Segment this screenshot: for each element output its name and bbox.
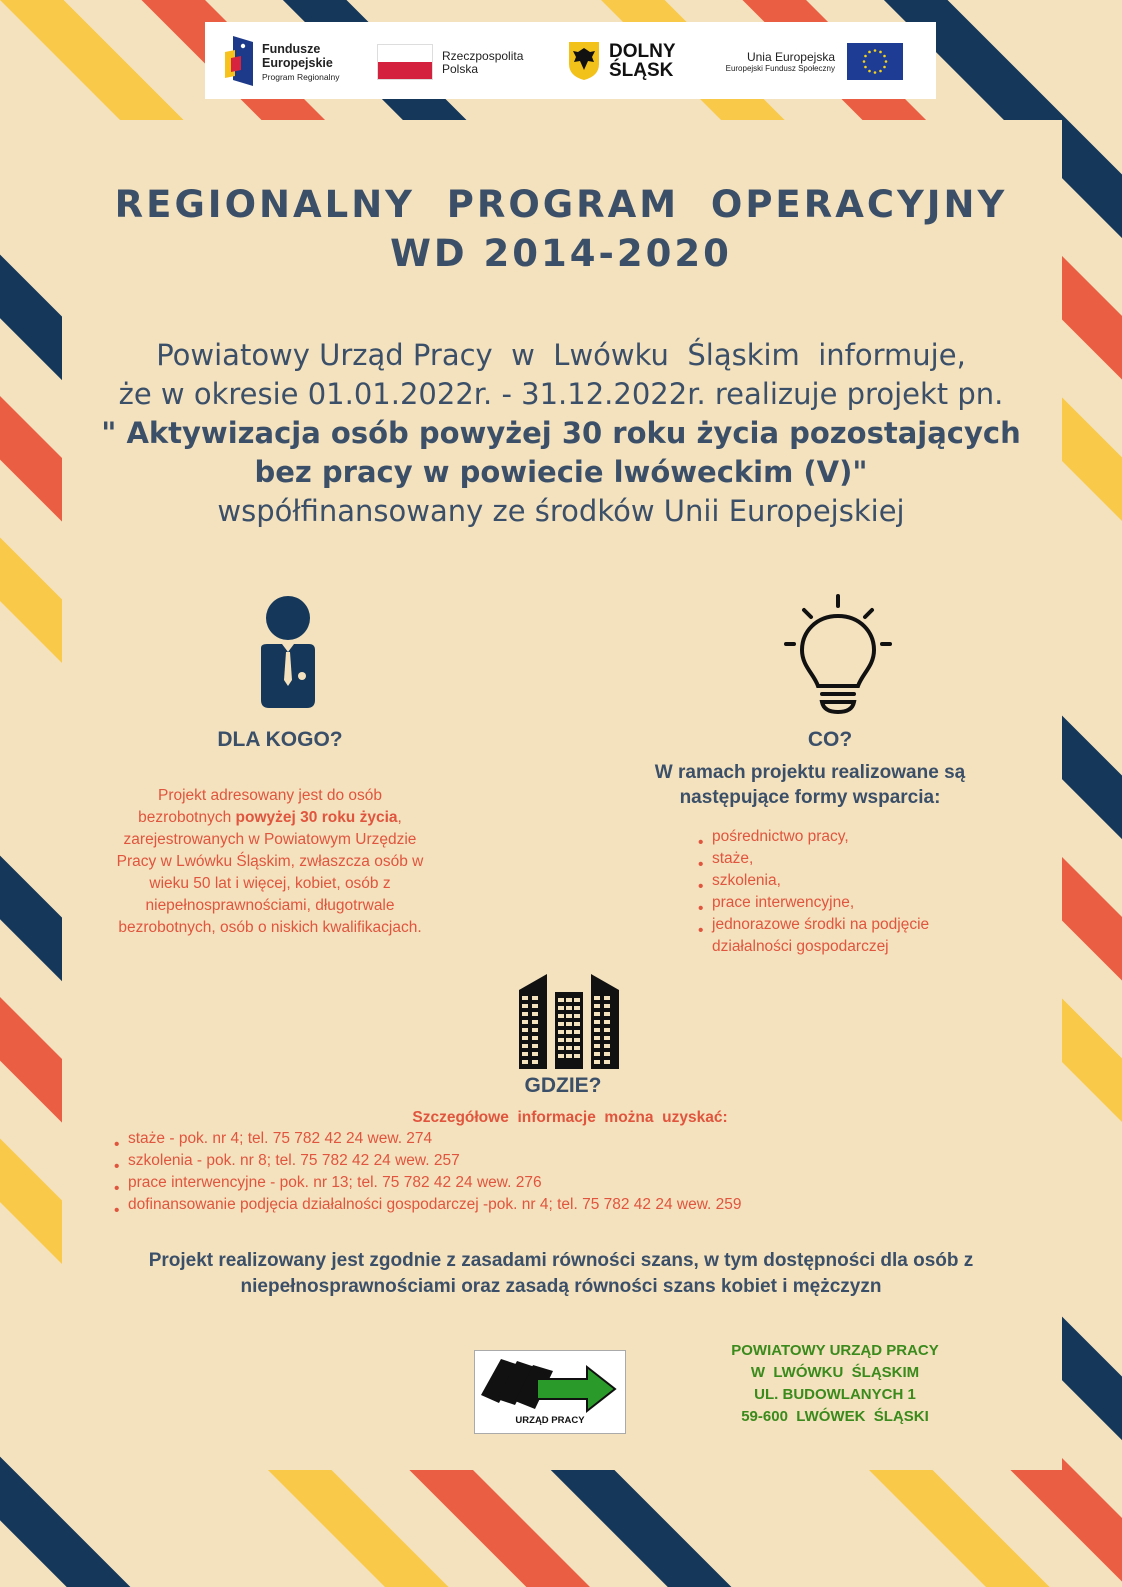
support-list (698, 826, 968, 958)
project-name: " Aktywizacja osób powyżej 30 roku życia pozostających bez pracy w powiecie lwóweckim (V)" (101, 416, 1021, 489)
address-line2: W LWÓWKU ŚLĄSKIM (750, 1364, 920, 1381)
ue-line1: Unia Europejska (746, 50, 835, 64)
office-address (690, 1340, 980, 1428)
project-info (80, 336, 1042, 531)
address-line4: 59-600 LWÓWEK ŚLĄSKI (741, 1408, 929, 1425)
fe-line2: Europejskie (262, 56, 333, 70)
arrow-logo-icon (475, 1351, 625, 1417)
fundusze-europejskie-logo-icon (225, 36, 253, 86)
info-line2: że w okresie 01.01.2022r. - 31.12.2022r. realizuje projekt pn. (118, 377, 1004, 411)
info-line4: współfinansowany ze środków Unii Europejskiej (217, 494, 905, 528)
eu-flag-icon (847, 43, 903, 80)
address-line1: POWIATOWY URZĄD PRACY (731, 1342, 939, 1359)
who-text-before: Projekt adresowany jest do osób bezrobotnych (138, 787, 383, 826)
rzeczpospolita-text (442, 50, 523, 76)
contact-list (114, 1128, 994, 1216)
where-subheading: Szczegółowe informacje można uzyskać: (412, 1109, 728, 1126)
ds-line1: DOLNY (609, 41, 676, 62)
who-text-bold: powyżej 30 roku życia (235, 809, 398, 826)
unia-europejska-text (715, 50, 835, 73)
fe-line3: Program Regionalny (262, 72, 340, 82)
lightbulb-icon (784, 594, 892, 716)
address-line3: UL. BUDOWLANYCH 1 (754, 1386, 916, 1403)
page-title (0, 180, 1122, 278)
support-item: • pośrednictwo pracy, (698, 826, 968, 848)
buildings-icon (519, 974, 619, 1069)
who-text-after: , zarejestrowanych w Powiatowym Urzędzie Pracy w Lwówku Śląskim, zwłaszcza osób w wieku 50 lat i więcej, kobiet, osób z niepełnosprawnościami, długotrwale bezrobotnych, osób o niskich kwalifikacjach. (116, 809, 424, 936)
rp-line2: Polska (442, 62, 479, 76)
contact-item: • dofinansowanie podjęcia działalności gospodarczej -pok. nr 4; tel. 75 782 42 24 wew. 259 (114, 1194, 994, 1216)
logo-caption: URZĄD PRACY (515, 1415, 585, 1426)
fundusze-europejskie-text (262, 42, 339, 84)
who-text (115, 785, 425, 939)
info-line1: Powiatowy Urząd Pracy w Lwówku Śląskim informuje, (156, 338, 966, 372)
who-heading: DLA KOGO? (217, 728, 343, 751)
title-line2: WD 2014-2020 (390, 232, 732, 275)
where-heading: GDZIE? (524, 1074, 602, 1097)
contact-item: • staże - pok. nr 4; tel. 75 782 42 24 wew. 274 (114, 1128, 994, 1150)
contact-item: • prace interwencyjne - pok. nr 13; tel. 75 782 42 24 wew. 276 (114, 1172, 994, 1194)
logo-bar (205, 22, 936, 99)
dolny-slask-eagle-icon (569, 42, 599, 80)
person-icon (255, 596, 321, 708)
support-item: • prace interwencyjne, (698, 892, 968, 914)
rp-line1: Rzeczpospolita (442, 49, 524, 63)
fe-line1: Fundusze (262, 42, 321, 56)
ue-line2: Europejski Fundusz Społeczny (725, 64, 835, 73)
support-item: • staże, (698, 848, 968, 870)
polish-flag-icon (377, 44, 433, 80)
urzad-pracy-logo (474, 1350, 626, 1434)
dolny-slask-text (609, 42, 676, 80)
equality-statement: Projekt realizowany jest zgodnie z zasadami równości szans, w tym dostępności dla osób z niepełnosprawnościami oraz zasadą równości szans kobiet i mężczyzn (148, 1250, 974, 1297)
title-line1: REGIONALNY PROGRAM OPERACYJNY (114, 183, 1008, 226)
contact-item: • szkolenia - pok. nr 8; tel. 75 782 42 24 wew. 257 (114, 1150, 994, 1172)
what-subheading: W ramach projektu realizowane są następujące formy wsparcia: (654, 762, 966, 808)
support-item: • jednorazowe środki na podjęcie działalności gospodarczej (698, 914, 968, 958)
what-heading: CO? (807, 728, 853, 751)
ds-line2: ŚLĄSK (609, 60, 674, 81)
support-item: • szkolenia, (698, 870, 968, 892)
